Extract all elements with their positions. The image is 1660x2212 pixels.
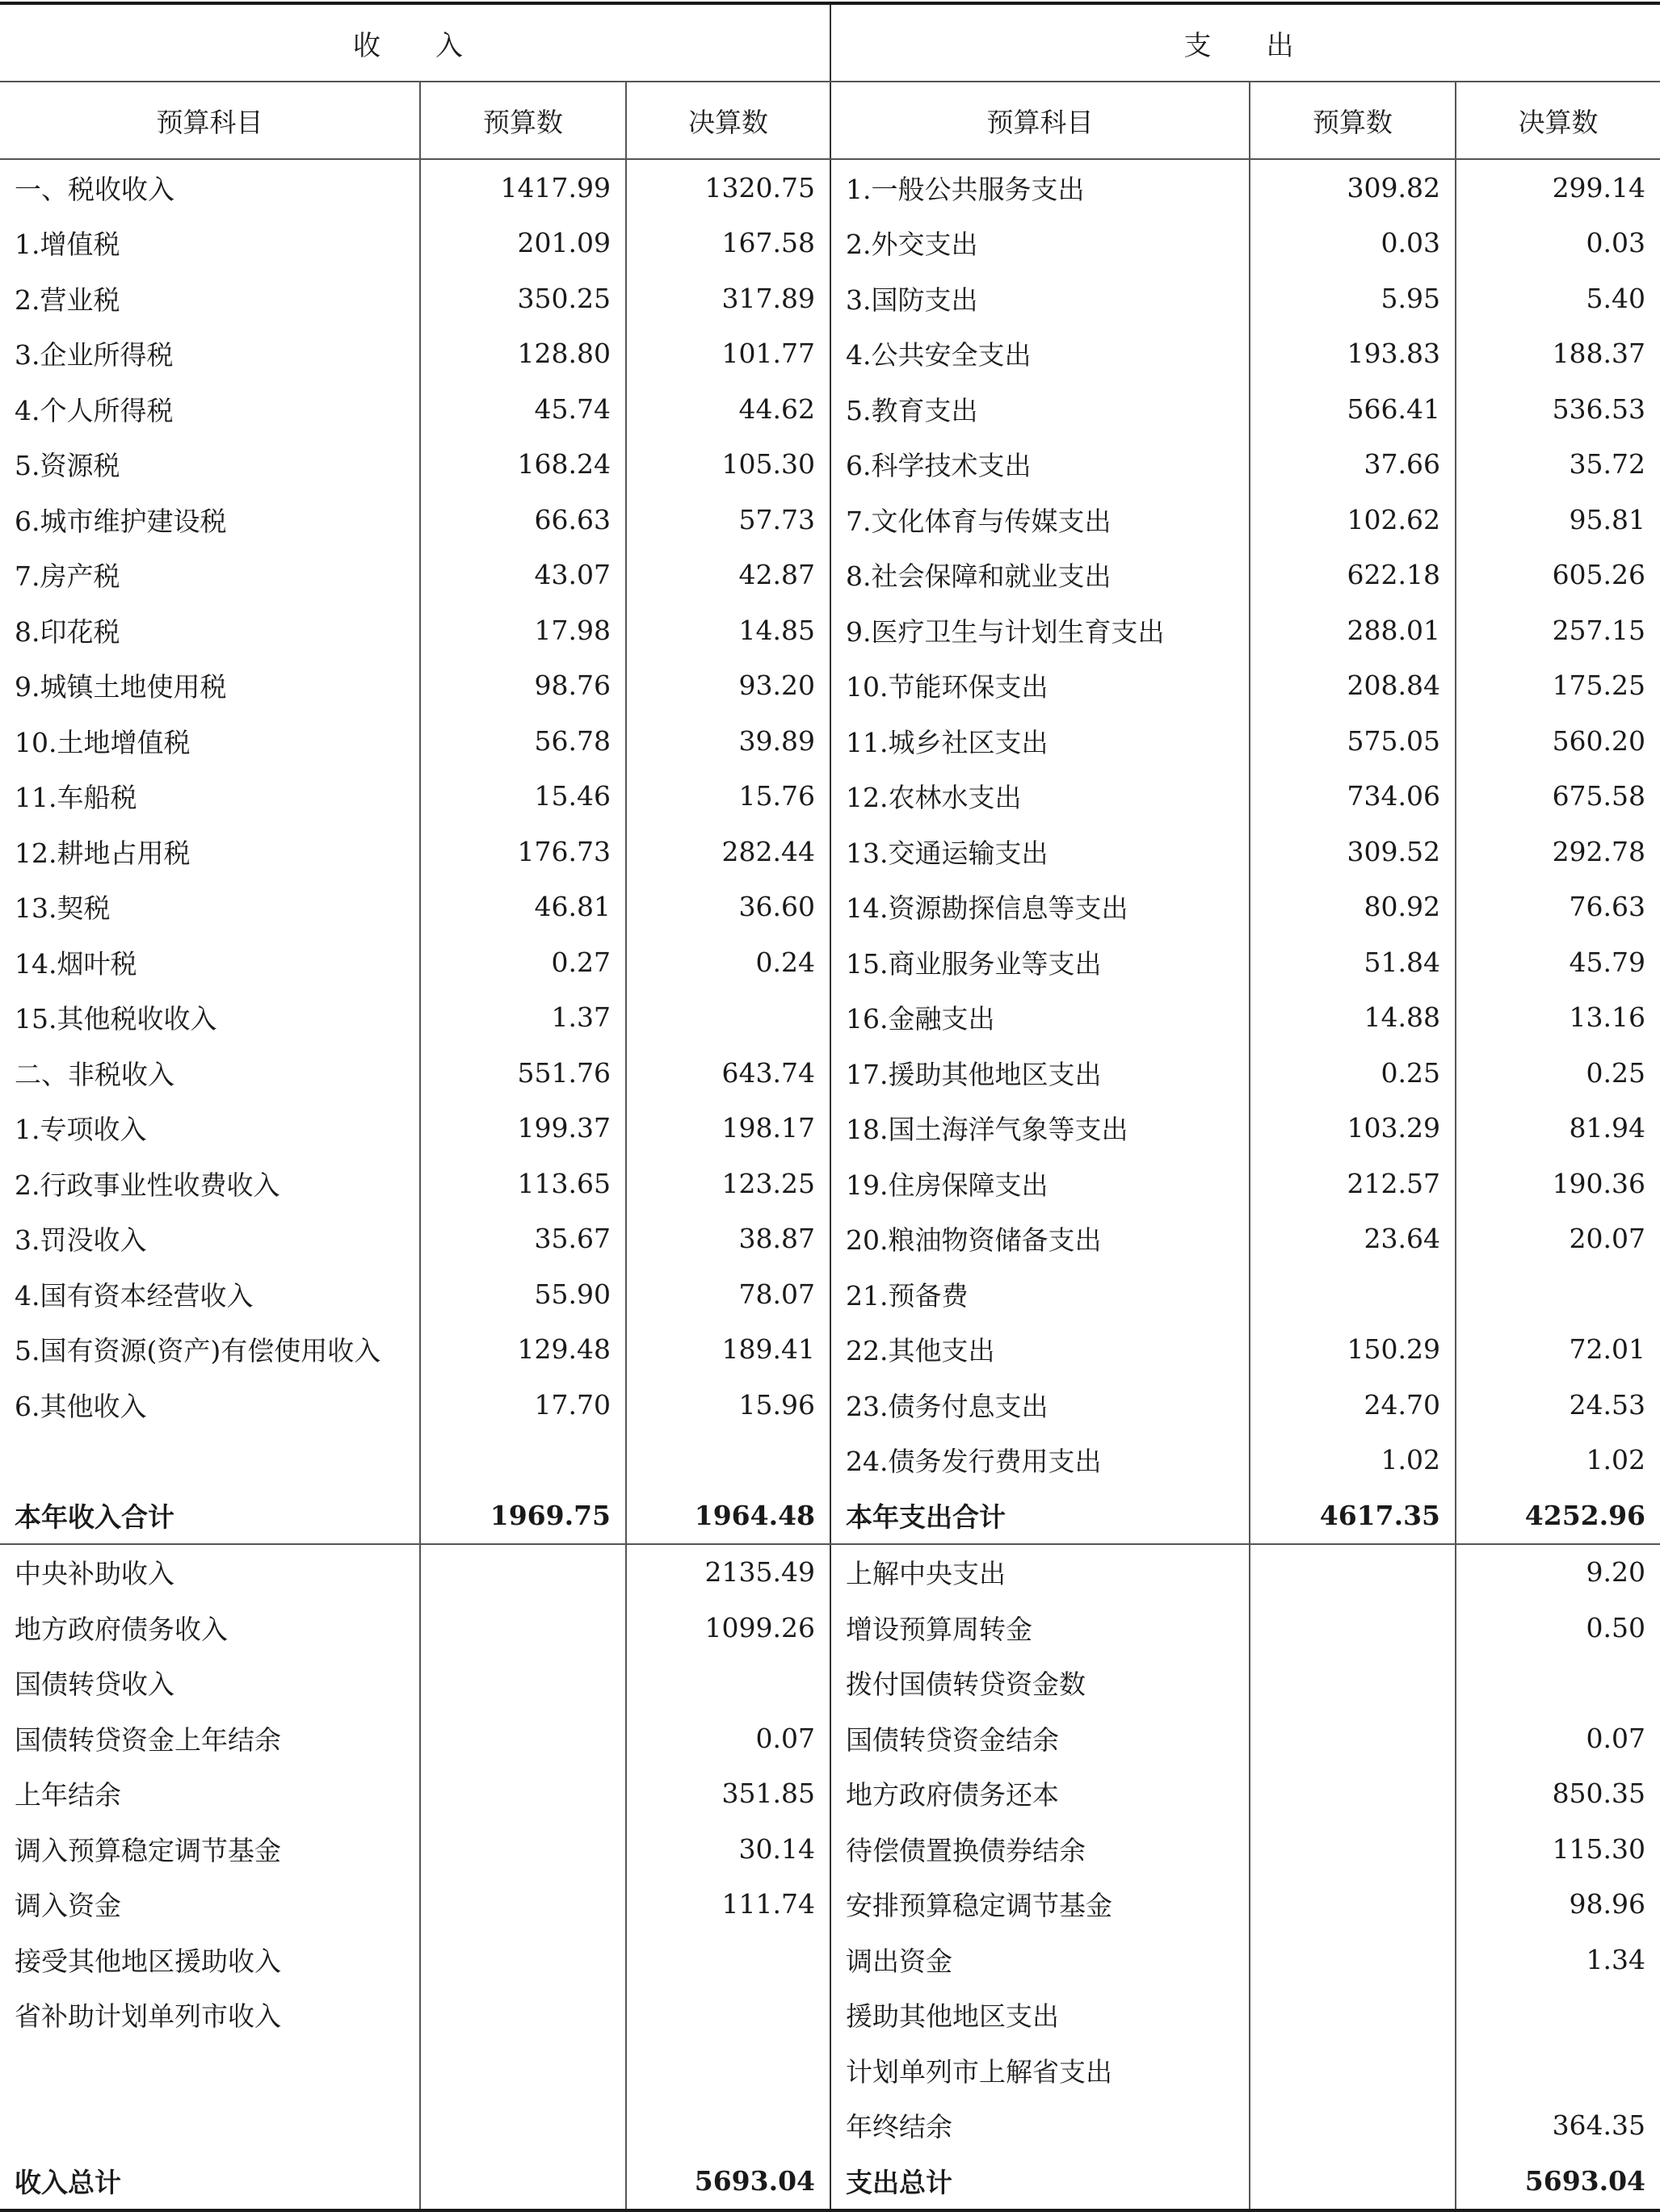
income-final-cell: 30.14: [626, 1821, 830, 1877]
income-budget-cell: 176.73: [420, 824, 626, 879]
income-item-cell: 14.烟叶税: [0, 934, 420, 990]
table-row: [0, 1045, 1660, 1101]
expense-final-cell: 5.40: [1586, 282, 1646, 314]
expense-budget-cell: 5.95: [1250, 271, 1456, 326]
expense-budget-cell: 0.25: [1250, 1045, 1456, 1101]
expense-final-cell: 1.34: [1586, 1943, 1646, 1975]
income-budget-cell: 17.98: [420, 602, 626, 658]
expense-item-cell: 国债转贷资金结余: [830, 1710, 1250, 1766]
table-row: [0, 2098, 1660, 2154]
income-budget-cell: [420, 1433, 626, 1488]
expense-item-cell: 7.文化体育与传媒支出: [830, 492, 1250, 548]
table-row: [0, 437, 1660, 493]
expense-item-header: 预算科目: [830, 82, 1250, 159]
expense-budget-cell: [1250, 2042, 1456, 2098]
income-budget-cell: [420, 1877, 626, 1933]
income-final-cell: 14.85: [626, 602, 830, 658]
table-row: [0, 1656, 1660, 1711]
expense-item-cell: 20.粮油物资储备支出: [830, 1211, 1250, 1267]
income-final-cell: 282.44: [626, 824, 830, 879]
income-budget-cell: 1.37: [420, 990, 626, 1046]
expense-item-cell: 4.公共安全支出: [830, 326, 1250, 382]
expense-final-cell: 0.25: [1586, 1056, 1646, 1089]
expense-budget-cell: 150.29: [1250, 1322, 1456, 1378]
expense-budget-cell: 1.02: [1250, 1433, 1456, 1488]
table-row: [0, 548, 1660, 603]
income-budget-cell: 45.74: [420, 381, 626, 437]
expense-item-cell: 5.教育支出: [830, 381, 1250, 437]
income-budget-cell: [420, 2042, 626, 2098]
expense-budget-cell: 0.03: [1250, 216, 1456, 271]
income-item-cell: 国债转贷收入: [0, 1656, 420, 1711]
income-item-cell: 2.行政事业性收费收入: [0, 1156, 420, 1211]
income-item-cell: 9.城镇土地使用税: [0, 658, 420, 714]
table-row: [0, 1766, 1660, 1822]
expense-final-cell: 1.02: [1586, 1444, 1646, 1476]
budget-table: [0, 2, 1660, 2212]
expense-item-cell: 本年支出合计: [830, 1488, 1250, 1544]
expense-budget-cell: [1250, 1544, 1456, 1601]
expense-final-cell: [1456, 1987, 1660, 2043]
expense-item-cell: 24.债务发行费用支出: [830, 1433, 1250, 1488]
income-final-cell: [626, 1932, 830, 1987]
table-row: [0, 381, 1660, 437]
expense-budget-cell: [1250, 1932, 1456, 1987]
expense-budget-cell: [1250, 1877, 1456, 1933]
expense-budget-cell: [1250, 2153, 1456, 2210]
expense-final-cell: 0.07: [1586, 1722, 1646, 1754]
expense-item-cell: 6.科学技术支出: [830, 437, 1250, 493]
expense-item-cell: 拨付国债转贷资金数: [830, 1656, 1250, 1711]
table-row: [0, 990, 1660, 1046]
section-header-row: [0, 3, 1660, 82]
table-row: [0, 2042, 1660, 2098]
income-item-cell: 13.契税: [0, 879, 420, 935]
income-final-cell: 189.41: [626, 1322, 830, 1378]
income-final-cell: [626, 2042, 830, 2098]
expense-item-cell: 待偿债置换债券结余: [830, 1821, 1250, 1877]
expense-budget-header: 预算数: [1250, 82, 1456, 159]
table-row: [0, 713, 1660, 769]
income-final-cell: 15.76: [626, 769, 830, 825]
income-item-cell: [0, 2098, 420, 2154]
income-final-cell: 101.77: [626, 326, 830, 382]
income-budget-cell: 56.78: [420, 713, 626, 769]
subtotal-row: [0, 1488, 1660, 1544]
expense-budget-cell: [1250, 1987, 1456, 2043]
expense-budget-cell: 37.66: [1250, 437, 1456, 493]
expense-final-cell: 13.16: [1569, 1001, 1646, 1034]
table-row: [0, 159, 1660, 216]
expense-item-cell: 8.社会保障和就业支出: [830, 548, 1250, 603]
expense-budget-cell: [1250, 1821, 1456, 1877]
income-budget-cell: 113.65: [420, 1156, 626, 1211]
income-item-cell: 调入预算稳定调节基金: [0, 1821, 420, 1877]
income-final-cell: 0.24: [626, 934, 830, 990]
expense-budget-cell: 103.29: [1250, 1101, 1456, 1156]
expense-final-cell: 4252.96: [1456, 1488, 1660, 1544]
table-row: [0, 658, 1660, 714]
income-item-cell: 11.车船税: [0, 769, 420, 825]
expense-final-cell: [1456, 2042, 1660, 2098]
income-item-cell: 3.罚没收入: [0, 1211, 420, 1267]
income-budget-cell: 168.24: [420, 437, 626, 493]
income-final-cell: 78.07: [626, 1266, 830, 1322]
income-item-cell: 一、税收收入: [0, 159, 420, 216]
expense-item-cell: 支出总计: [830, 2153, 1250, 2210]
expense-budget-cell: 208.84: [1250, 658, 1456, 714]
table-row: [0, 602, 1660, 658]
income-item-cell: 1.增值税: [0, 216, 420, 271]
expense-item-cell: 年终结余: [830, 2098, 1250, 2154]
expense-budget-cell: 102.62: [1250, 492, 1456, 548]
table-row: [0, 492, 1660, 548]
expense-budget-cell: 566.41: [1250, 381, 1456, 437]
table-row: [0, 216, 1660, 271]
expense-budget-cell: 288.01: [1250, 602, 1456, 658]
table-row: [0, 824, 1660, 879]
expense-budget-cell: [1250, 1766, 1456, 1822]
expense-item-cell: 计划单列市上解省支出: [830, 2042, 1250, 2098]
income-budget-cell: 15.46: [420, 769, 626, 825]
income-item-cell: 3.企业所得税: [0, 326, 420, 382]
expense-item-cell: 16.金融支出: [830, 990, 1250, 1046]
income-final-cell: 198.17: [626, 1101, 830, 1156]
table-row: [0, 271, 1660, 326]
table-row: [0, 1266, 1660, 1322]
income-budget-cell: 1969.75: [420, 1488, 626, 1544]
income-final-cell: 57.73: [626, 492, 830, 548]
expense-budget-cell: 24.70: [1250, 1377, 1456, 1433]
table-row: [0, 934, 1660, 990]
expense-budget-cell: 51.84: [1250, 934, 1456, 990]
income-budget-cell: 66.63: [420, 492, 626, 548]
income-final-cell: [626, 1656, 830, 1711]
expense-item-cell: 3.国防支出: [830, 271, 1250, 326]
income-item-cell: 1.专项收入: [0, 1101, 420, 1156]
expense-item-cell: 增设预算周转金: [830, 1600, 1250, 1656]
income-item-cell: 6.其他收入: [0, 1377, 420, 1433]
column-header-row: [0, 82, 1660, 159]
income-item-cell: 4.个人所得税: [0, 381, 420, 437]
expense-final-cell: 257.15: [1552, 614, 1646, 646]
income-final-cell: 123.25: [626, 1156, 830, 1211]
expense-budget-cell: 309.82: [1250, 159, 1456, 216]
income-budget-cell: [420, 1766, 626, 1822]
income-final-cell: 1964.48: [626, 1488, 830, 1544]
expense-item-cell: 调出资金: [830, 1932, 1250, 1987]
income-item-cell: 国债转贷资金上年结余: [0, 1710, 420, 1766]
expense-budget-cell: 734.06: [1250, 769, 1456, 825]
table-row: [0, 1377, 1660, 1433]
income-item-cell: 二、非税收入: [0, 1045, 420, 1101]
expense-item-cell: 地方政府债务还本: [830, 1766, 1250, 1822]
income-item-cell: 7.房产税: [0, 548, 420, 603]
expense-item-cell: 23.债务付息支出: [830, 1377, 1250, 1433]
expense-budget-cell: 622.18: [1250, 548, 1456, 603]
income-final-cell: [626, 990, 830, 1046]
expense-item-cell: 上解中央支出: [830, 1544, 1250, 1601]
income-final-cell: 317.89: [626, 271, 830, 326]
expense-final-cell: 0.50: [1586, 1611, 1646, 1643]
income-final-cell: 42.87: [626, 548, 830, 603]
income-final-cell: 1320.75: [626, 159, 830, 216]
table-row: [0, 769, 1660, 825]
income-item-header: 预算科目: [0, 82, 420, 159]
income-final-cell: 111.74: [626, 1877, 830, 1933]
expense-section-title: 支 出: [830, 3, 1660, 82]
income-item-cell: 6.城市维护建设税: [0, 492, 420, 548]
income-final-cell: [626, 1433, 830, 1488]
table-row: [0, 879, 1660, 935]
income-budget-cell: 46.81: [420, 879, 626, 935]
income-final-cell: 1099.26: [626, 1600, 830, 1656]
table-row: [0, 1821, 1660, 1877]
income-final-cell: 2135.49: [626, 1544, 830, 1601]
income-budget-cell: 129.48: [420, 1322, 626, 1378]
expense-final-cell: 364.35: [1552, 2109, 1646, 2142]
income-budget-cell: 17.70: [420, 1377, 626, 1433]
income-budget-cell: 201.09: [420, 216, 626, 271]
expense-item-cell: 17.援助其他地区支出: [830, 1045, 1250, 1101]
expense-final-cell: 95.81: [1569, 503, 1646, 535]
income-budget-cell: [420, 1932, 626, 1987]
grand-total-row: [0, 2153, 1660, 2210]
income-budget-cell: 0.27: [420, 934, 626, 990]
expense-item-cell: 19.住房保障支出: [830, 1156, 1250, 1211]
expense-final-cell: 81.94: [1569, 1112, 1646, 1144]
expense-final-cell: [1456, 1656, 1660, 1711]
income-budget-cell: 43.07: [420, 548, 626, 603]
income-final-cell: 105.30: [626, 437, 830, 493]
expense-item-cell: 15.商业服务业等支出: [830, 934, 1250, 990]
income-final-cell: 167.58: [626, 216, 830, 271]
expense-budget-cell: [1250, 1266, 1456, 1322]
income-budget-header: 预算数: [420, 82, 626, 159]
income-budget-cell: 128.80: [420, 326, 626, 382]
income-item-cell: 2.营业税: [0, 271, 420, 326]
income-item-cell: 12.耕地占用税: [0, 824, 420, 879]
expense-final-cell: 188.37: [1552, 338, 1646, 370]
expense-final-cell: 560.20: [1552, 724, 1646, 757]
income-budget-cell: [420, 2153, 626, 2210]
expense-budget-cell: [1250, 1600, 1456, 1656]
expense-final-cell: 76.63: [1569, 891, 1646, 923]
income-budget-cell: 350.25: [420, 271, 626, 326]
income-final-cell: 44.62: [626, 381, 830, 437]
expense-item-cell: 援助其他地区支出: [830, 1987, 1250, 2043]
table-row: [0, 1710, 1660, 1766]
expense-final-cell: 24.53: [1569, 1388, 1646, 1421]
income-final-cell: [626, 1987, 830, 2043]
income-budget-cell: 551.76: [420, 1045, 626, 1101]
income-item-cell: 上年结余: [0, 1766, 420, 1822]
expense-final-cell: 20.07: [1569, 1223, 1646, 1255]
table-body: [0, 159, 1660, 2210]
income-budget-cell: [420, 1544, 626, 1601]
income-budget-cell: [420, 1821, 626, 1877]
income-item-cell: 4.国有资本经营收入: [0, 1266, 420, 1322]
table-row: [0, 1322, 1660, 1378]
table-row: [0, 1987, 1660, 2043]
expense-item-cell: 11.城乡社区支出: [830, 713, 1250, 769]
expense-final-cell: 0.03: [1586, 227, 1646, 259]
income-final-cell: 5693.04: [626, 2153, 830, 2210]
expense-final-cell: 850.35: [1552, 1778, 1646, 1810]
income-item-cell: 本年收入合计: [0, 1488, 420, 1544]
income-section-title: 收 入: [0, 3, 830, 82]
expense-budget-cell: 80.92: [1250, 879, 1456, 935]
income-budget-cell: 1417.99: [420, 159, 626, 216]
expense-budget-cell: 309.52: [1250, 824, 1456, 879]
expense-budget-cell: [1250, 2098, 1456, 2154]
expense-item-cell: 21.预备费: [830, 1266, 1250, 1322]
expense-budget-cell: 212.57: [1250, 1156, 1456, 1211]
income-budget-cell: [420, 1710, 626, 1766]
income-budget-cell: 199.37: [420, 1101, 626, 1156]
income-budget-cell: [420, 1600, 626, 1656]
income-item-cell: [0, 2042, 420, 2098]
income-final-cell: 643.74: [626, 1045, 830, 1101]
expense-final-cell: 72.01: [1569, 1333, 1646, 1366]
expense-item-cell: 2.外交支出: [830, 216, 1250, 271]
expense-budget-cell: 575.05: [1250, 713, 1456, 769]
income-final-cell: 38.87: [626, 1211, 830, 1267]
income-budget-cell: 55.90: [420, 1266, 626, 1322]
income-final-cell: 351.85: [626, 1766, 830, 1822]
expense-budget-cell: 14.88: [1250, 990, 1456, 1046]
income-budget-cell: [420, 1656, 626, 1711]
income-final-cell: 93.20: [626, 658, 830, 714]
expense-item-cell: 1.一般公共服务支出: [830, 159, 1250, 216]
income-item-cell: 接受其他地区援助收入: [0, 1932, 420, 1987]
income-final-header: 决算数: [626, 82, 830, 159]
expense-final-cell: 299.14: [1552, 171, 1646, 204]
table-row: [0, 1433, 1660, 1488]
table-row: [0, 1156, 1660, 1211]
table-row: [0, 326, 1660, 382]
income-item-cell: 中央补助收入: [0, 1544, 420, 1601]
expense-budget-cell: [1250, 1656, 1456, 1711]
expense-final-cell: 45.79: [1569, 946, 1646, 978]
income-budget-cell: [420, 1987, 626, 2043]
expense-item-cell: 12.农林水支出: [830, 769, 1250, 825]
expense-item-cell: 14.资源勘探信息等支出: [830, 879, 1250, 935]
table-row: [0, 1544, 1660, 1601]
expense-final-cell: 9.20: [1586, 1556, 1646, 1589]
expense-budget-cell: 23.64: [1250, 1211, 1456, 1267]
income-budget-cell: [420, 2098, 626, 2154]
expense-final-cell: 190.36: [1552, 1167, 1646, 1199]
expense-final-cell: 175.25: [1552, 669, 1646, 702]
income-item-cell: 5.资源税: [0, 437, 420, 493]
table-row: [0, 1877, 1660, 1933]
expense-final-cell: 292.78: [1552, 835, 1646, 867]
income-item-cell: 10.土地增值税: [0, 713, 420, 769]
expense-item-cell: 18.国土海洋气象等支出: [830, 1101, 1250, 1156]
expense-final-cell: 675.58: [1552, 780, 1646, 812]
expense-final-header: 决算数: [1456, 82, 1660, 159]
table-row: [0, 1932, 1660, 1987]
income-final-cell: 39.89: [626, 713, 830, 769]
expense-item-cell: 13.交通运输支出: [830, 824, 1250, 879]
income-budget-cell: 98.76: [420, 658, 626, 714]
income-final-cell: [626, 2098, 830, 2154]
table-row: [0, 1600, 1660, 1656]
table-row: [0, 1101, 1660, 1156]
expense-item-cell: 9.医疗卫生与计划生育支出: [830, 602, 1250, 658]
expense-item-cell: 22.其他支出: [830, 1322, 1250, 1378]
expense-final-cell: 98.96: [1569, 1888, 1646, 1920]
income-item-cell: 15.其他税收收入: [0, 990, 420, 1046]
expense-final-cell: 35.72: [1569, 448, 1646, 481]
expense-final-cell: [1456, 1266, 1660, 1322]
income-item-cell: 地方政府债务收入: [0, 1600, 420, 1656]
expense-budget-cell: [1250, 1710, 1456, 1766]
income-item-cell: 收入总计: [0, 2153, 420, 2210]
expense-item-cell: 10.节能环保支出: [830, 658, 1250, 714]
expense-budget-cell: 4617.35: [1250, 1488, 1456, 1544]
income-final-cell: 36.60: [626, 879, 830, 935]
table-row: [0, 1211, 1660, 1267]
income-item-cell: 省补助计划单列市收入: [0, 1987, 420, 2043]
expense-item-cell: 安排预算稳定调节基金: [830, 1877, 1250, 1933]
expense-final-cell: 5693.04: [1456, 2153, 1660, 2210]
income-item-cell: [0, 1433, 420, 1488]
income-final-cell: 0.07: [626, 1710, 830, 1766]
income-final-cell: 15.96: [626, 1377, 830, 1433]
expense-budget-cell: 193.83: [1250, 326, 1456, 382]
expense-final-cell: 115.30: [1552, 1832, 1646, 1865]
expense-final-cell: 605.26: [1552, 559, 1646, 591]
income-budget-cell: 35.67: [420, 1211, 626, 1267]
expense-final-cell: 536.53: [1552, 392, 1646, 425]
income-item-cell: 8.印花税: [0, 602, 420, 658]
income-item-cell: 5.国有资源(资产)有偿使用收入: [0, 1322, 420, 1378]
income-item-cell: 调入资金: [0, 1877, 420, 1933]
